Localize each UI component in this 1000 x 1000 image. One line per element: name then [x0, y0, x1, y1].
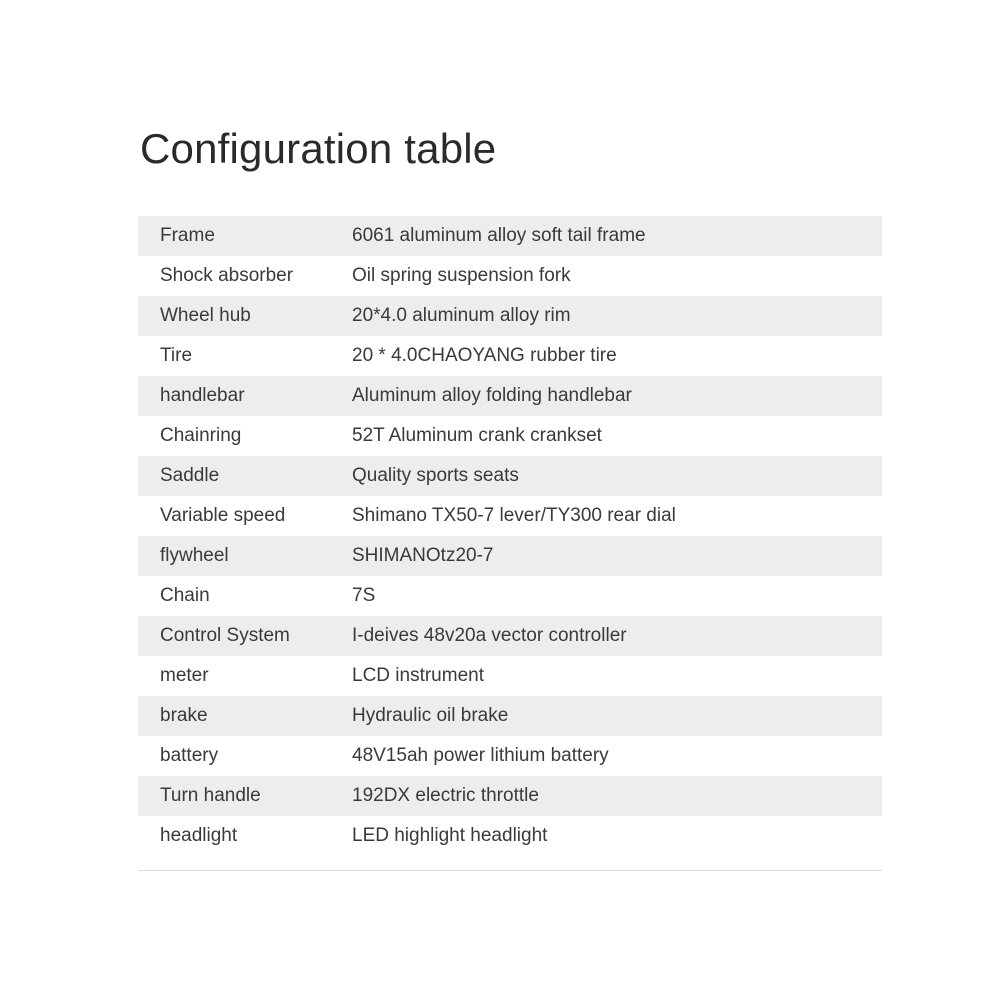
table-row	[138, 376, 882, 416]
table-row	[138, 816, 882, 856]
spec-label: Variable speed	[160, 505, 286, 526]
spec-value: LED highlight headlight	[352, 825, 548, 846]
spec-value: Shimano TX50-7 lever/TY300 rear dial	[352, 505, 676, 526]
table-row	[138, 496, 882, 536]
spec-label: flywheel	[138, 536, 352, 576]
table-row	[138, 456, 882, 496]
table-row	[138, 256, 882, 296]
spec-value: 192DX electric throttle	[352, 776, 882, 816]
spec-value: Quality sports seats	[352, 456, 882, 496]
spec-value: 6061 aluminum alloy soft tail frame	[352, 216, 882, 256]
spec-value: Aluminum alloy folding handlebar	[352, 376, 882, 416]
spec-label: battery	[160, 745, 219, 766]
spec-label: Chain	[160, 585, 210, 606]
table-row	[138, 656, 882, 696]
spec-value: I-deives 48v20a vector controller	[352, 616, 882, 656]
spec-value: 20*4.0 aluminum alloy rim	[352, 296, 882, 336]
configuration-table	[138, 216, 882, 856]
table-row	[138, 576, 882, 616]
spec-value: SHIMANOtz20-7	[352, 536, 882, 576]
spec-value: 52T Aluminum crank crankset	[352, 425, 602, 446]
spec-value: 20 * 4.0CHAOYANG rubber tire	[352, 345, 617, 366]
spec-label: handlebar	[138, 376, 352, 416]
table-row	[138, 336, 882, 376]
table-row	[138, 416, 882, 456]
spec-label: Control System	[138, 616, 352, 656]
spec-label: Frame	[138, 216, 352, 256]
table-row	[138, 216, 882, 256]
page-title: Configuration table	[140, 125, 497, 172]
spec-label: Chainring	[160, 425, 242, 446]
table-row	[138, 616, 882, 656]
spec-value: 48V15ah power lithium battery	[352, 745, 609, 766]
spec-value: Oil spring suspension fork	[352, 265, 571, 286]
spec-label: Shock absorber	[160, 265, 294, 286]
spec-label: Tire	[160, 345, 193, 366]
bottom-divider	[138, 870, 882, 871]
spec-value: Hydraulic oil brake	[352, 696, 882, 736]
spec-value: 7S	[352, 585, 376, 606]
table-row	[138, 776, 882, 816]
table-row	[138, 296, 882, 336]
spec-label: Saddle	[138, 456, 352, 496]
spec-label: brake	[138, 696, 352, 736]
table-row	[138, 736, 882, 776]
spec-label: headlight	[160, 825, 238, 846]
spec-label: meter	[160, 665, 209, 686]
spec-label: Turn handle	[138, 776, 352, 816]
table-row	[138, 696, 882, 736]
spec-value: LCD instrument	[352, 665, 484, 686]
table-row	[138, 536, 882, 576]
spec-label: Wheel hub	[138, 296, 352, 336]
